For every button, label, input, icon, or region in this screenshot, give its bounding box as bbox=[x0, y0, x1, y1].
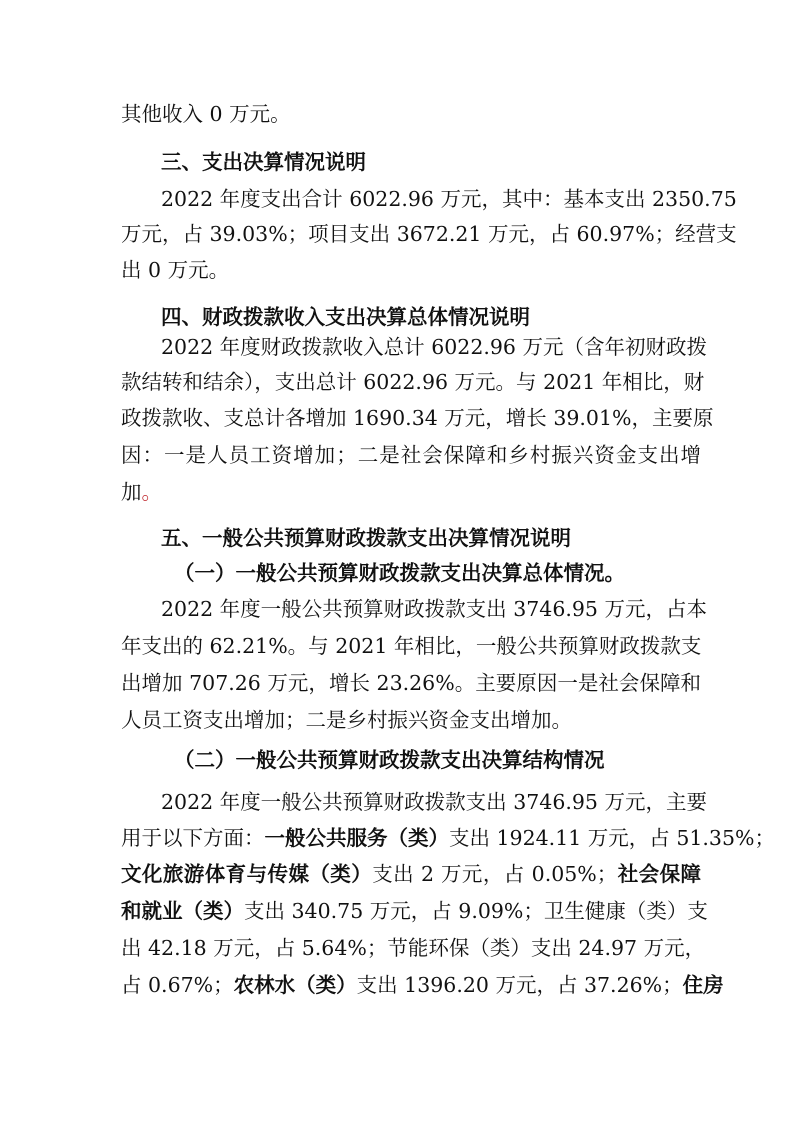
paragraph-line: 万元，占 39.03%；项目支出 3672.21 万元，占 60.97%；经营支 bbox=[121, 222, 737, 246]
text-run: 支出 340.75 万元，占 9.09%；卫生健康（类）支 bbox=[244, 899, 708, 923]
subsection-heading-5-1: （一）一般公共预算财政拨款支出决算总体情况。 bbox=[174, 561, 625, 585]
paragraph-line bbox=[121, 897, 708, 925]
bold-category: 一般公共服务（类） bbox=[264, 826, 449, 850]
paragraph-line: 其他收入 0 万元。 bbox=[121, 102, 291, 126]
paragraph-line bbox=[121, 971, 724, 999]
section-heading-5: 五、一般公共预算财政拨款支出决算情况说明 bbox=[161, 526, 571, 550]
bold-category: 和就业（类） bbox=[121, 899, 244, 923]
subsection-heading-5-2: （二）一般公共预算财政拨款支出决算结构情况 bbox=[174, 748, 605, 772]
text-run: 占 0.67%； bbox=[121, 973, 234, 997]
section-heading-3: 三、支出决算情况说明 bbox=[161, 150, 366, 174]
text-run: 支出 2 万元，占 0.05%； bbox=[372, 862, 618, 886]
text-run: 支出 1924.11 万元，占 51.35%； bbox=[449, 826, 775, 850]
paragraph-line: 出 0 万元。 bbox=[121, 258, 230, 282]
text-run: 支出 1396.20 万元，占 37.26%； bbox=[356, 973, 683, 997]
paragraph-line: 年支出的 62.21%。与 2021 年相比，一般公共预算财政拨款支 bbox=[121, 634, 702, 658]
paragraph-line bbox=[121, 478, 701, 506]
bold-category: 住房 bbox=[682, 973, 724, 997]
section-heading-4: 四、财政拨款收入支出决算总体情况说明 bbox=[161, 305, 530, 329]
bold-category: 文化旅游体育与传媒（类） bbox=[121, 862, 373, 886]
paragraph-line: 2022 年度一般公共预算财政拨款支出 3746.95 万元，主要 bbox=[161, 790, 707, 814]
bold-category: 社会保障 bbox=[617, 862, 702, 886]
paragraph-line: 2022 年度财政拨款收入总计 6022.96 万元（含年初财政拨 bbox=[161, 335, 707, 359]
paragraph-line: 2022 年度支出合计 6022.96 万元，其中：基本支出 2350.75 bbox=[161, 187, 737, 211]
text-run: 加 bbox=[121, 480, 142, 504]
paragraph-line: 出增加 707.26 万元，增长 23.26%。主要原因一是社会保障和 bbox=[121, 671, 701, 695]
text-run: 用于以下方面： bbox=[121, 826, 265, 850]
paragraph-line: 款结转和结余），支出总计 6022.96 万元。与 2021 年相比，财 bbox=[121, 370, 705, 394]
paragraph-line bbox=[121, 824, 775, 852]
paragraph-line: 出 42.18 万元，占 5.64%；节能环保（类）支出 24.97 万元， bbox=[121, 936, 706, 960]
paragraph-line bbox=[121, 860, 701, 888]
paragraph-line: 政拨款收、支总计各增加 1690.34 万元，增长 39.01%，主要原 bbox=[121, 406, 714, 430]
red-punctuation: 。 bbox=[141, 480, 162, 504]
bold-category: 农林水（类） bbox=[233, 973, 357, 997]
paragraph-line: 人员工资支出增加；二是乡村振兴资金支出增加。 bbox=[121, 708, 572, 732]
paragraph-line: 2022 年度一般公共预算财政拨款支出 3746.95 万元，占本 bbox=[161, 597, 707, 621]
paragraph-line: 因：一是人员工资增加；二是社会保障和乡村振兴资金支出增 bbox=[121, 443, 701, 467]
